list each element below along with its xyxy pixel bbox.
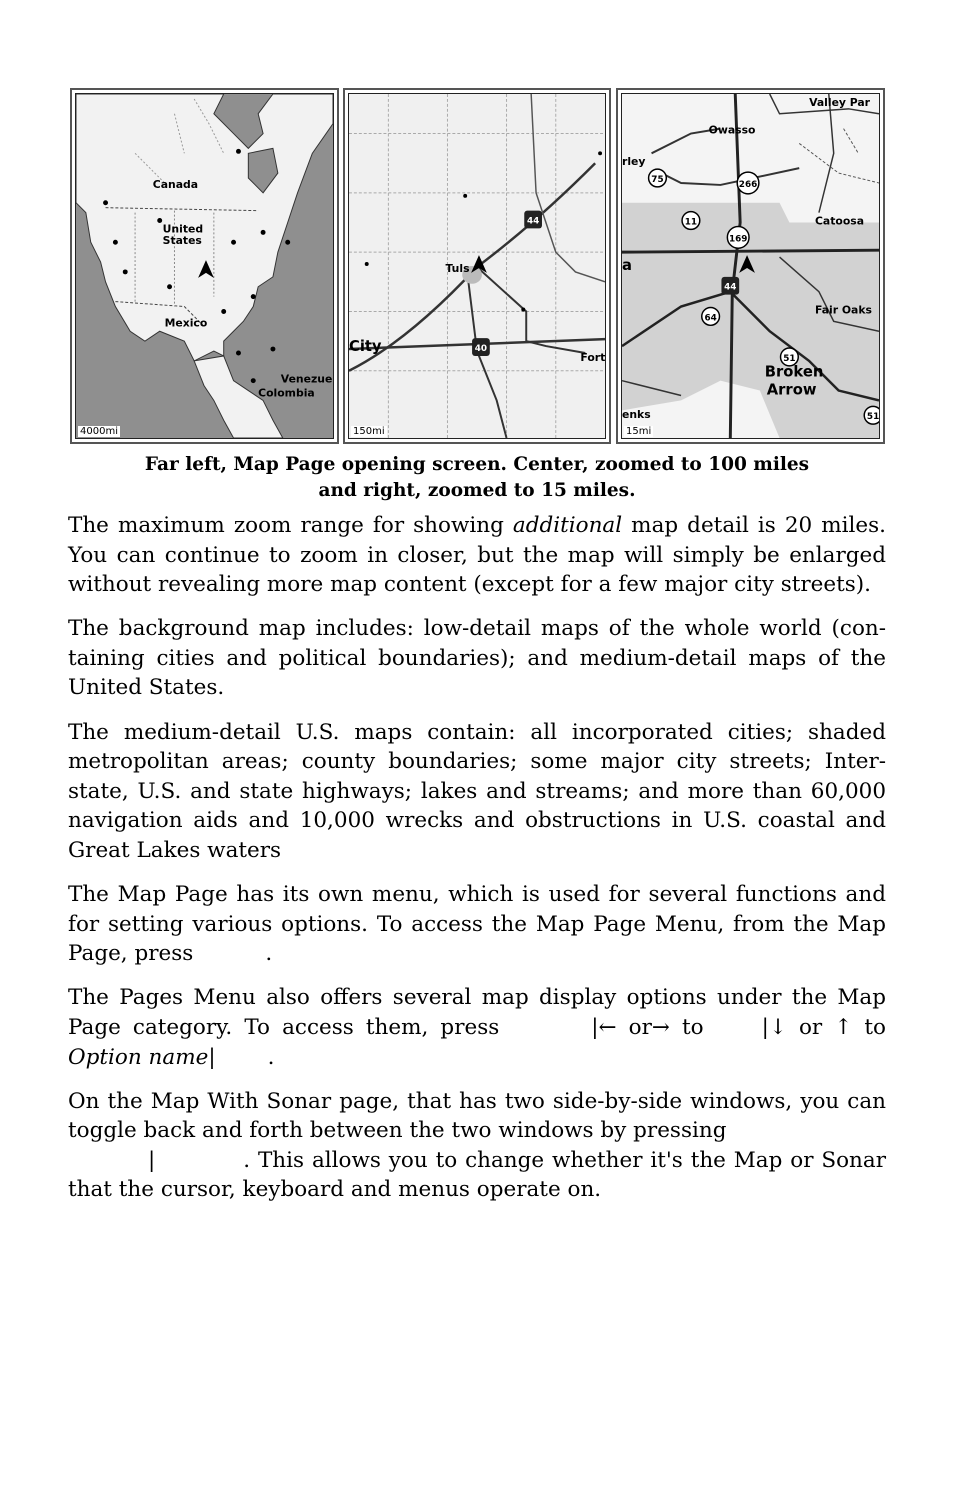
- label-mexico: Mexico: [164, 316, 208, 330]
- local-map-image: [622, 94, 879, 438]
- shield-169: 169: [728, 234, 748, 245]
- body-text: [68, 511, 886, 1219]
- map-scale-label: 4000mi: [80, 426, 118, 437]
- text-run: . This allows you to change whether it's the Map or Sonar that the cursor, keyboard and menus operate on.: [68, 1147, 886, 1203]
- shield-44: 44: [526, 216, 540, 227]
- text-run: On the Map With Sonar page, that has two side-by-side windows, you can toggle back and forth between the two windows by pressing: [68, 1088, 886, 1144]
- figure-caption: [68, 452, 886, 504]
- caption-line-1: Far left, Map Page opening screen. Center, zoomed to 100 miles: [144, 454, 810, 475]
- shield-44: 44: [724, 282, 737, 293]
- shield-75: 75: [651, 174, 664, 185]
- label-catoosa: Catoosa: [814, 214, 865, 228]
- label-fair-oaks: Fair Oaks: [814, 303, 873, 317]
- label-united: United: [162, 222, 204, 236]
- paragraph-background-map: The background map includes: low-detail maps of the whole world (con-taining cities and political boundaries); and medium-detail maps of the United States.: [68, 616, 886, 701]
- label-city: City: [349, 337, 382, 356]
- world-map-image: [76, 94, 333, 438]
- label-tulsa: Tuls: [445, 261, 470, 275]
- text-run: The Pages Menu also offers several map display options under the Map Page category. To access them, press: [68, 985, 886, 1040]
- paragraph-map-page-menu: [68, 880, 886, 969]
- label-colombia: Colombia: [258, 386, 315, 400]
- text-run: map detail is 20 miles. You can continue to zoom in closer, but the map will simply be enlarged without revealing more map content (except for a few major city streets).: [68, 513, 886, 598]
- label-canada: Canada: [152, 177, 199, 191]
- text-run: The maximum zoom range for showing: [68, 513, 513, 538]
- shield-11: 11: [684, 217, 698, 228]
- text-run: |: [208, 1044, 216, 1070]
- label-venezuela: Venezue: [280, 372, 333, 386]
- shield-64: 64: [704, 313, 717, 324]
- text-run: |← or→ to: [591, 1014, 704, 1040]
- label-a: a: [622, 256, 632, 274]
- text-run: .: [267, 1044, 275, 1070]
- map-scale-label: 150mi: [353, 426, 385, 437]
- emphasis-additional: additional: [512, 513, 623, 538]
- label-fort: Fort: [580, 350, 605, 364]
- paragraph-zoom-range: [68, 511, 886, 600]
- label-enks: enks: [622, 408, 651, 422]
- text-run: |: [148, 1147, 156, 1173]
- map-figure: [70, 88, 885, 444]
- label-arrow: Arrow: [766, 381, 817, 399]
- paragraph-medium-detail: The medium-detail U.S. maps contain: all incorporated cities; shaded metropolitan areas; county boundaries; some major city streets; Inter-state, U.S. and state highways; lakes and streams; and more than 60,000 navigation aids and 10,000 wrecks and obstructions in U.S. coastal and Great Lakes waters: [68, 719, 886, 863]
- label-valley-park: Valley Par: [809, 95, 871, 109]
- paragraph-pages-menu: [68, 983, 886, 1072]
- shield-51-east: 51: [866, 412, 879, 423]
- label-owasso: Owasso: [708, 123, 756, 137]
- emphasis-option-name: Option name: [68, 1044, 209, 1070]
- text-run: The Map Page has its own menu, which is used for several functions and for setting various options. To access the Map Page Menu, from the Map Page, press: [68, 882, 886, 967]
- map-scale-label: 15mi: [626, 426, 652, 437]
- caption-line-2: and right, zoomed to 15 miles.: [318, 480, 636, 501]
- shield-266: 266: [738, 179, 758, 190]
- text-run: |↓ or ↑ to: [761, 1014, 886, 1040]
- paragraph-map-with-sonar: [68, 1087, 886, 1205]
- map-screen-local: [616, 88, 885, 444]
- map-screen-regional: [343, 88, 611, 444]
- map-screen-world: [70, 88, 339, 444]
- label-broken: Broken: [764, 363, 824, 381]
- regional-map-image: [349, 94, 605, 438]
- label-rley: rley: [622, 155, 646, 169]
- label-states: States: [162, 234, 202, 248]
- shield-40: 40: [474, 343, 488, 355]
- text-run: .: [265, 941, 273, 967]
- shield-51: 51: [783, 353, 796, 364]
